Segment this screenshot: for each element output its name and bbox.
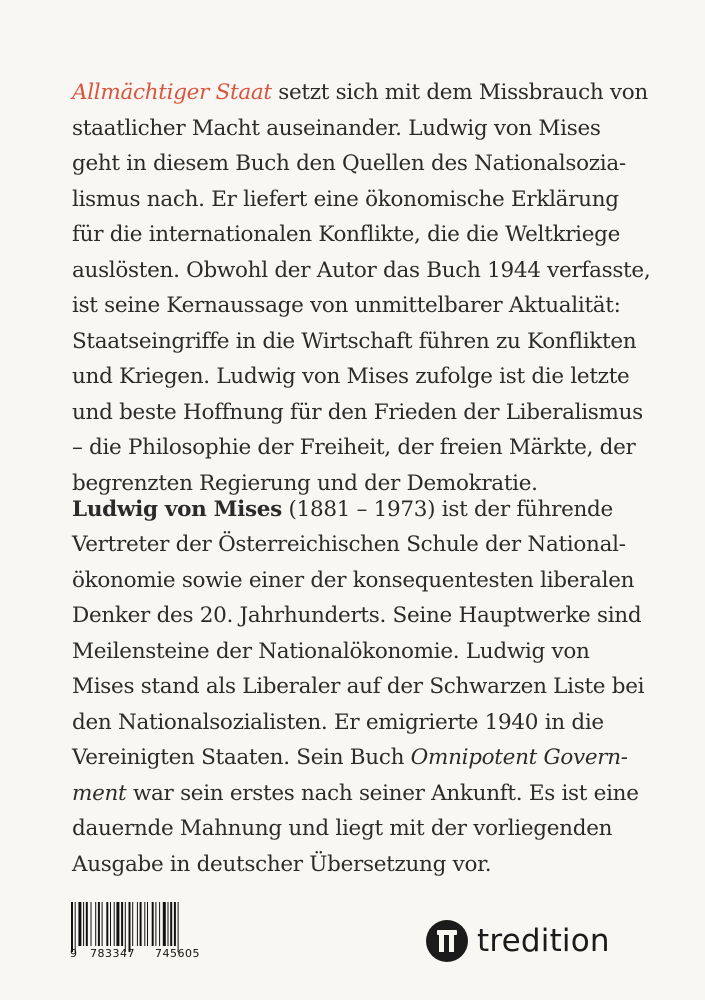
bio-line: Meilensteine der Nationalökonomie. Ludwig von — [72, 639, 590, 664]
original-title-part2: ment — [72, 781, 127, 806]
publisher-name: tredition — [477, 923, 610, 959]
description-line: staatlicher Macht auseinander. Ludwig von Mises — [72, 116, 601, 141]
bio-line: dauernde Mahnung und liegt mit der vorliegenden — [72, 816, 613, 841]
description-line: geht in diesem Buch den Quellen des Nationalsozia- — [72, 151, 626, 176]
publisher-logo — [425, 917, 610, 965]
description-line: ist seine Kernaussage von unmittelbarer Aktualität: — [72, 293, 621, 318]
description-line: Allmächtiger Staat setzt sich mit dem Missbrauch von — [72, 80, 648, 105]
description-line: Staatseingriffe in die Wirtschaft führen zu Konflikten — [72, 329, 637, 354]
bio-line: Vertreter der Österreichischen Schule der National- — [72, 532, 626, 557]
barcode-bar — [98, 902, 100, 946]
bio-line: ment war sein erstes nach seiner Ankunft. Es ist eine — [72, 781, 639, 806]
bio-line: Vereinigten Staaten. Sein Buch Omnipotent Govern- — [72, 745, 628, 770]
barcode-bar — [147, 902, 148, 946]
barcode-digits-left: 783347 — [90, 947, 135, 960]
barcode-bar — [106, 902, 108, 946]
barcode-bar — [140, 902, 142, 946]
description-line: auslösten. Obwohl der Autor das Buch 1944 verfasste, — [72, 258, 651, 283]
barcode-bar — [71, 902, 73, 952]
isbn-barcode — [70, 902, 210, 952]
barcode-bar — [137, 902, 138, 946]
barcode-bar — [121, 902, 123, 946]
barcode-bar — [152, 902, 154, 946]
original-title-part1: Omnipotent Govern- — [410, 745, 628, 770]
barcode-digit-first: 9 — [70, 947, 78, 960]
barcode-bar — [83, 902, 84, 946]
barcode-bar — [174, 902, 176, 946]
barcode-bar — [114, 902, 115, 946]
tredition-logo-icon — [425, 919, 469, 963]
description-line: und Kriegen. Ludwig von Mises zufolge ist die letzte — [72, 364, 630, 389]
description-line: begrenzten Regierung und der Demokratie. — [72, 471, 538, 496]
bio-line: den Nationalsozialisten. Er emigrierte 1940 in die — [72, 710, 604, 735]
barcode-bar — [78, 902, 81, 946]
barcode-bar — [91, 902, 92, 946]
description-line: – die Philosophie der Freiheit, der freien Märkte, der — [72, 435, 636, 460]
barcode-digits-right: 745605 — [155, 947, 200, 960]
barcode-bar — [110, 902, 111, 946]
bio-line: ökonomie sowie einer der konsequentesten liberalen — [72, 568, 635, 593]
bio-line: Ludwig von Mises (1881 – 1973) ist der führende — [72, 497, 613, 522]
description-line: für die internationalen Konflikte, die die Weltkriege — [72, 222, 621, 247]
barcode-bar — [155, 902, 156, 946]
barcode-bar — [132, 902, 133, 946]
book-title: Allmächtiger Staat — [72, 80, 272, 105]
barcode-bar — [95, 902, 96, 946]
bio-line: Ausgabe in deutscher Übersetzung vor. — [72, 852, 492, 877]
author-name: Ludwig von Mises — [72, 497, 282, 522]
barcode-bar — [170, 902, 172, 946]
barcode-bar — [178, 902, 179, 952]
description-line: und beste Hoffnung für den Frieden der Liberalismus — [72, 400, 643, 425]
barcode-bar — [125, 902, 126, 952]
bio-line: Mises stand als Liberaler auf der Schwarzen Liste bei — [72, 674, 645, 699]
barcode-bar — [168, 902, 169, 946]
bio-line: Denker des 20. Jahrhunderts. Seine Hauptwerke sind — [72, 603, 642, 628]
barcode-bar — [163, 902, 166, 946]
barcode-bar — [129, 902, 131, 952]
barcode-bar — [144, 902, 145, 946]
barcode-bar — [102, 902, 103, 946]
description-line: lismus nach. Er liefert eine ökonomische Erklärung — [72, 187, 619, 212]
barcode-bar — [159, 902, 160, 946]
barcode-bar — [75, 902, 76, 952]
barcode-bar — [116, 902, 119, 946]
barcode-bar — [86, 902, 88, 946]
